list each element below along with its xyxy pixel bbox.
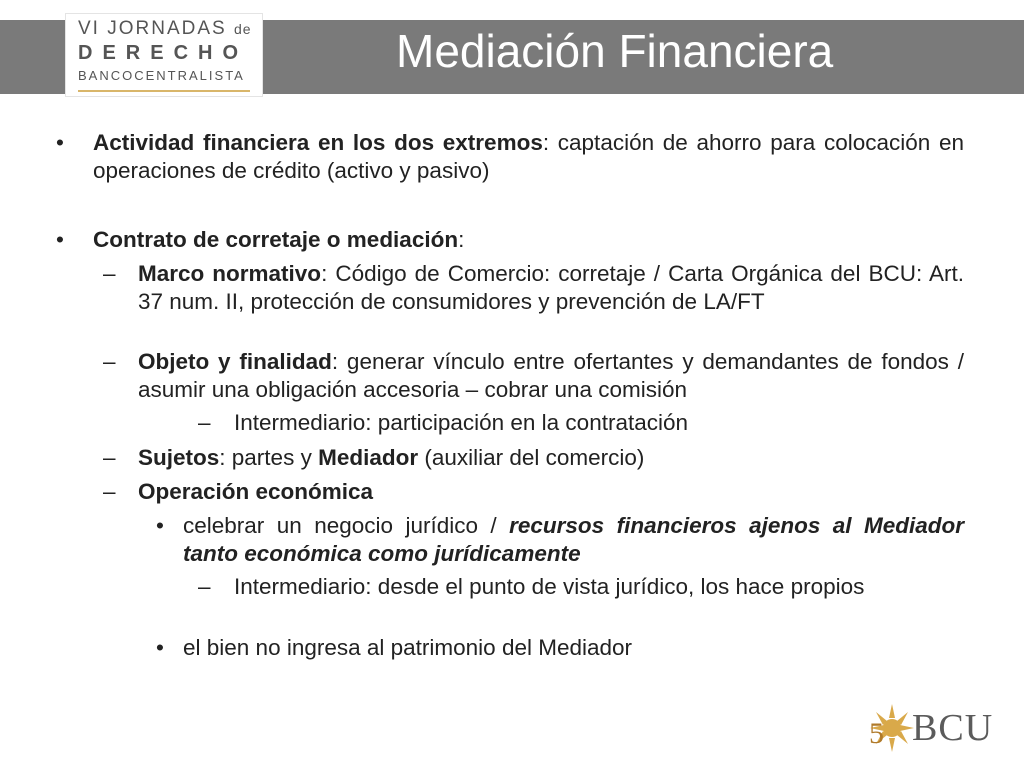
subbullet-operacion-economica xyxy=(103,478,964,506)
subsubbullet-plain-text: celebrar un negocio jurídico / xyxy=(183,513,510,538)
subbullet-rest-text: : Código de Comercio: corretaje / Carta Orgánica del BCU: Art. 37 num. II, protección de consumidores y prevención de LA/FT xyxy=(138,261,964,314)
dash-marker: – xyxy=(198,410,211,435)
subbullet-rest-text: : generar vínculo entre ofertantes y demandantes de fondos / asumir una obligación accesoria – cobrar una comisión xyxy=(138,349,964,402)
subsubbullet-bien-no-ingresa xyxy=(156,634,964,662)
dash-marker: – xyxy=(103,479,116,504)
subbullet-sujetos xyxy=(103,444,964,472)
logo-line-1-text: VI JORNADAS xyxy=(78,18,227,39)
dash-marker: – xyxy=(198,574,211,599)
bcu-logo xyxy=(866,700,1006,756)
logo-number: 5 xyxy=(869,717,884,750)
level4-intermediario-juridico xyxy=(198,573,964,601)
bullet-marker: • xyxy=(156,635,164,660)
subbullet-bold-text-2: Mediador xyxy=(318,445,419,470)
bullet-text xyxy=(93,129,964,185)
bullet-text xyxy=(93,226,964,254)
subsubbullet-emphasis-text: recursos financieros ajenos al Mediador tanto económica como jurídicamente xyxy=(183,513,965,566)
subsubbullet-text: el bien no ingresa al patrimonio del Mediador xyxy=(183,635,633,660)
bullet-marker: • xyxy=(56,130,64,155)
subbullet-text xyxy=(138,478,964,506)
subbullet-objeto-finalidad xyxy=(103,348,964,404)
subbullet-bold-text: Sujetos xyxy=(138,445,220,470)
subbullet-text xyxy=(138,348,964,404)
dash-marker: – xyxy=(103,349,116,374)
subsubbullet-text: Intermediario: participación en la contratación xyxy=(234,410,688,435)
subbullet-marco-normativo xyxy=(103,260,964,316)
bullet-bold-text: Actividad financiera en los dos extremos xyxy=(93,130,543,155)
dash-marker: – xyxy=(103,261,116,286)
subsubbullet-celebrar-negocio xyxy=(156,512,964,568)
bullet-contrato-corretaje xyxy=(56,226,964,254)
dash-marker: – xyxy=(103,445,116,470)
subbullet-mid-text: : partes y xyxy=(219,445,319,470)
logo-line-2: DERECHO xyxy=(78,42,249,64)
logo-line-1-suffix: de xyxy=(233,21,252,37)
subsubbullet-intermediario-participacion xyxy=(198,409,964,437)
bullet-rest-text: : xyxy=(458,227,465,252)
subsubbullet-text xyxy=(183,512,964,568)
sun-emblem-icon xyxy=(866,700,914,756)
subbullet-rest-text: (auxiliar del comercio) xyxy=(418,445,645,470)
subbullet-text xyxy=(138,444,964,472)
bullet-rest-text: : captación de ahorro para colocación en operaciones de crédito (activo y pasivo) xyxy=(93,130,964,183)
subbullet-bold-text: Marco normativo xyxy=(138,261,322,286)
bcu-logo-text: BCU xyxy=(912,707,994,749)
bullet-bold-text: Contrato de corretaje o mediación xyxy=(93,227,459,252)
subbullet-bold-text: Operación económica xyxy=(138,479,374,504)
logo-line-3: BANCOCENTRALISTA xyxy=(78,68,245,83)
bullet-marker: • xyxy=(56,227,64,252)
slide-title: Mediación Financiera xyxy=(396,25,834,77)
level4-text: Intermediario: desde el punto de vista jurídico, los hace propios xyxy=(234,574,865,599)
bullet-marker: • xyxy=(156,513,164,538)
subbullet-bold-text: Objeto y finalidad xyxy=(138,349,332,374)
subbullet-text xyxy=(138,260,964,316)
bullet-actividad-financiera xyxy=(56,129,964,185)
